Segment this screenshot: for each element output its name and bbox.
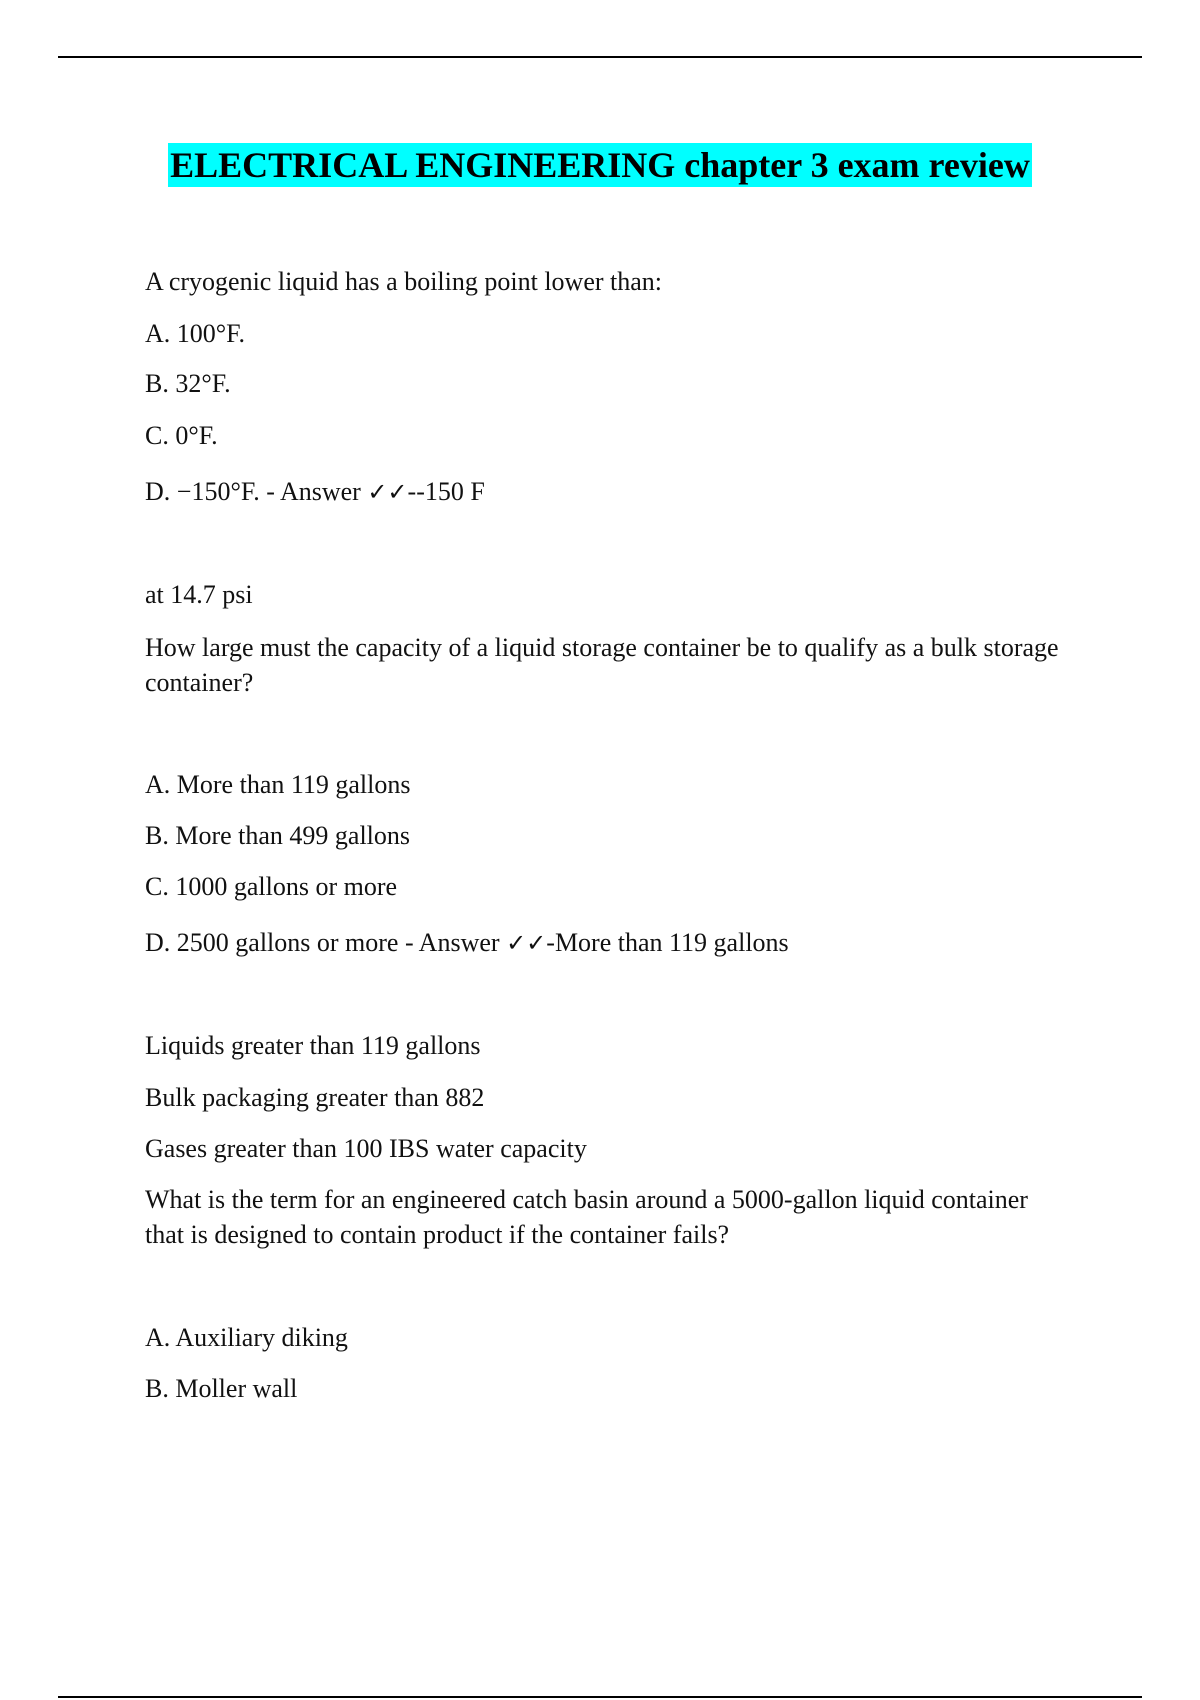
q2-option-d-line bbox=[145, 925, 1065, 961]
check-mark-icon: ✓✓ bbox=[506, 929, 547, 957]
q2-option-c: C. 1000 gallons or more bbox=[145, 872, 398, 901]
q2-option-d: D. 2500 gallons or more - Answer bbox=[145, 928, 500, 957]
q3-question: What is the term for an engineered catch basin around a 5000-gallon liquid container that is designed to contain product if the container fails? bbox=[145, 1185, 1028, 1249]
q2-note-3: Gases greater than 100 IBS water capacity bbox=[145, 1134, 587, 1163]
check-mark-icon: ✓✓ bbox=[367, 478, 408, 506]
q2-note-1: Liquids greater than 119 gallons bbox=[145, 1031, 481, 1060]
q1-option-b: B. 32°F. bbox=[145, 369, 231, 398]
document-title: ELECTRICAL ENGINEERING chapter 3 exam review bbox=[170, 145, 1030, 185]
q1-question: A cryogenic liquid has a boiling point lower than: bbox=[145, 267, 663, 296]
q1-option-d-line bbox=[145, 474, 1065, 510]
q1-option-a: A. 100°F. bbox=[145, 319, 246, 348]
q1-option-c: C. 0°F. bbox=[145, 421, 218, 450]
q3-option-b: B. Moller wall bbox=[145, 1374, 298, 1403]
q2-note-2: Bulk packaging greater than 882 bbox=[145, 1083, 485, 1112]
q3-option-a: A. Auxiliary diking bbox=[145, 1323, 348, 1352]
q2-option-a: A. More than 119 gallons bbox=[145, 770, 411, 799]
q1-option-d: D. −150°F. - Answer bbox=[145, 477, 361, 506]
q2-question: How large must the capacity of a liquid storage container be to qualify as a bulk storage container? bbox=[145, 633, 1059, 697]
q1-note: at 14.7 psi bbox=[145, 580, 253, 609]
title-container bbox=[0, 143, 1200, 187]
bottom-divider bbox=[58, 1696, 1142, 1698]
top-divider bbox=[58, 56, 1142, 58]
q1-answer: --150 F bbox=[407, 477, 485, 506]
q2-answer: -More than 119 gallons bbox=[546, 928, 789, 957]
q2-option-b: B. More than 499 gallons bbox=[145, 821, 411, 850]
